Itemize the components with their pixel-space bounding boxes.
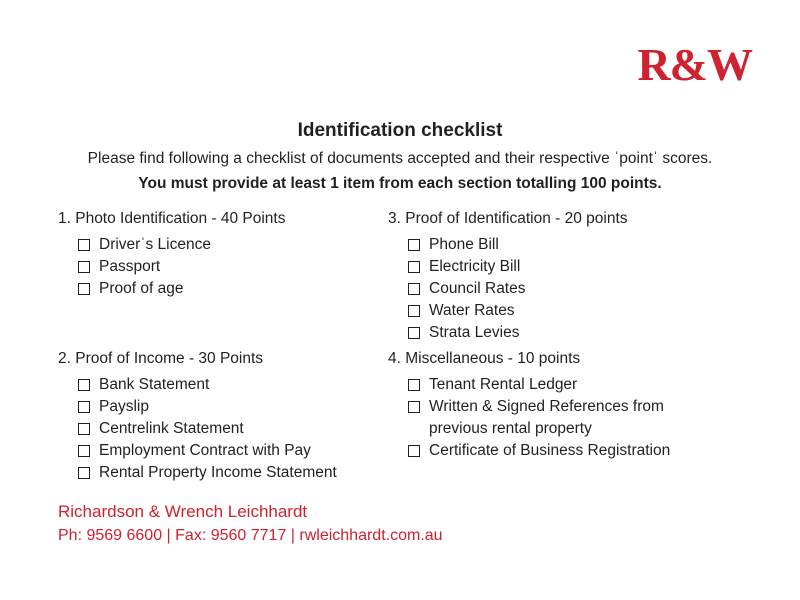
list-item[interactable] bbox=[58, 278, 408, 300]
list-item[interactable] bbox=[388, 440, 738, 462]
section-heading: 3. Proof of Identification - 20 points bbox=[388, 210, 628, 227]
list-item-label: Phone Bill bbox=[429, 236, 499, 253]
section-proof-of-identification bbox=[388, 210, 738, 344]
list-item-label: Centrelink Statement bbox=[99, 420, 244, 437]
checkbox-icon[interactable] bbox=[78, 445, 90, 457]
section-items bbox=[58, 374, 408, 484]
list-item[interactable] bbox=[58, 462, 408, 484]
checkbox-icon[interactable] bbox=[408, 445, 420, 457]
list-item[interactable] bbox=[388, 396, 738, 440]
list-item[interactable] bbox=[58, 396, 408, 418]
checkbox-icon[interactable] bbox=[408, 327, 420, 339]
checkbox-icon[interactable] bbox=[408, 401, 420, 413]
list-item-label-line2: previous rental property bbox=[429, 420, 592, 437]
rw-logo: R&W bbox=[637, 39, 752, 90]
list-item-label-line1: Written & Signed References from bbox=[429, 398, 664, 415]
section-photo-identification bbox=[58, 210, 408, 300]
list-item-label: Passport bbox=[99, 258, 161, 275]
section-heading: 4. Miscellaneous - 10 points bbox=[388, 350, 581, 367]
list-item-label: Bank Statement bbox=[99, 376, 210, 393]
list-item-label: Proof of age bbox=[99, 280, 184, 297]
section-miscellaneous bbox=[388, 350, 738, 462]
intro-text: Please find following a checklist of documents accepted and their respective ˈpointˈ scores. bbox=[87, 150, 713, 167]
list-item-label bbox=[429, 396, 738, 440]
list-item-label: Tenant Rental Ledger bbox=[429, 376, 578, 393]
intro-requirement-text: You must provide at least 1 item from each section totalling 100 points. bbox=[138, 175, 662, 192]
page-title: Identification checklist bbox=[297, 120, 503, 141]
checkbox-icon[interactable] bbox=[78, 467, 90, 479]
list-item[interactable] bbox=[388, 300, 738, 322]
list-item-label: Payslip bbox=[99, 398, 149, 415]
office-contact: Ph: 9569 6600 | Fax: 9560 7717 | rwleichhardt.com.au bbox=[58, 527, 443, 544]
list-item-label: Electricity Bill bbox=[429, 258, 521, 275]
section-heading: 2. Proof of Income - 30 Points bbox=[58, 350, 264, 367]
list-item[interactable] bbox=[388, 256, 738, 278]
checkbox-icon[interactable] bbox=[408, 283, 420, 295]
list-item-label: Certificate of Business Registration bbox=[429, 442, 671, 459]
list-item-label: Water Rates bbox=[429, 302, 515, 319]
section-proof-of-income bbox=[58, 350, 408, 484]
checkbox-icon[interactable] bbox=[78, 379, 90, 391]
list-item-label: Rental Property Income Statement bbox=[99, 464, 337, 481]
checkbox-icon[interactable] bbox=[78, 261, 90, 273]
checkbox-icon[interactable] bbox=[408, 305, 420, 317]
checkbox-icon[interactable] bbox=[408, 379, 420, 391]
checkbox-icon[interactable] bbox=[408, 261, 420, 273]
list-item-label: Strata Levies bbox=[429, 324, 520, 341]
list-item[interactable] bbox=[388, 234, 738, 256]
list-item[interactable] bbox=[58, 418, 408, 440]
list-item[interactable] bbox=[58, 256, 408, 278]
list-item[interactable] bbox=[388, 278, 738, 300]
footer bbox=[58, 500, 443, 548]
list-item[interactable] bbox=[58, 374, 408, 396]
list-item-label: Employment Contract with Pay bbox=[99, 442, 311, 459]
section-items bbox=[388, 374, 738, 462]
checkbox-icon[interactable] bbox=[78, 239, 90, 251]
section-items bbox=[388, 234, 738, 344]
checkbox-icon[interactable] bbox=[78, 283, 90, 295]
list-item-label: Driverˈs Licence bbox=[99, 236, 211, 253]
office-name: Richardson & Wrench Leichhardt bbox=[58, 502, 308, 521]
section-items bbox=[58, 234, 408, 300]
checkbox-icon[interactable] bbox=[78, 423, 90, 435]
checkbox-icon[interactable] bbox=[78, 401, 90, 413]
list-item[interactable] bbox=[58, 234, 408, 256]
list-item[interactable] bbox=[388, 322, 738, 344]
list-item[interactable] bbox=[58, 440, 408, 462]
list-item-label: Council Rates bbox=[429, 280, 526, 297]
checkbox-icon[interactable] bbox=[408, 239, 420, 251]
list-item[interactable] bbox=[388, 374, 738, 396]
section-heading: 1. Photo Identification - 40 Points bbox=[58, 210, 286, 227]
